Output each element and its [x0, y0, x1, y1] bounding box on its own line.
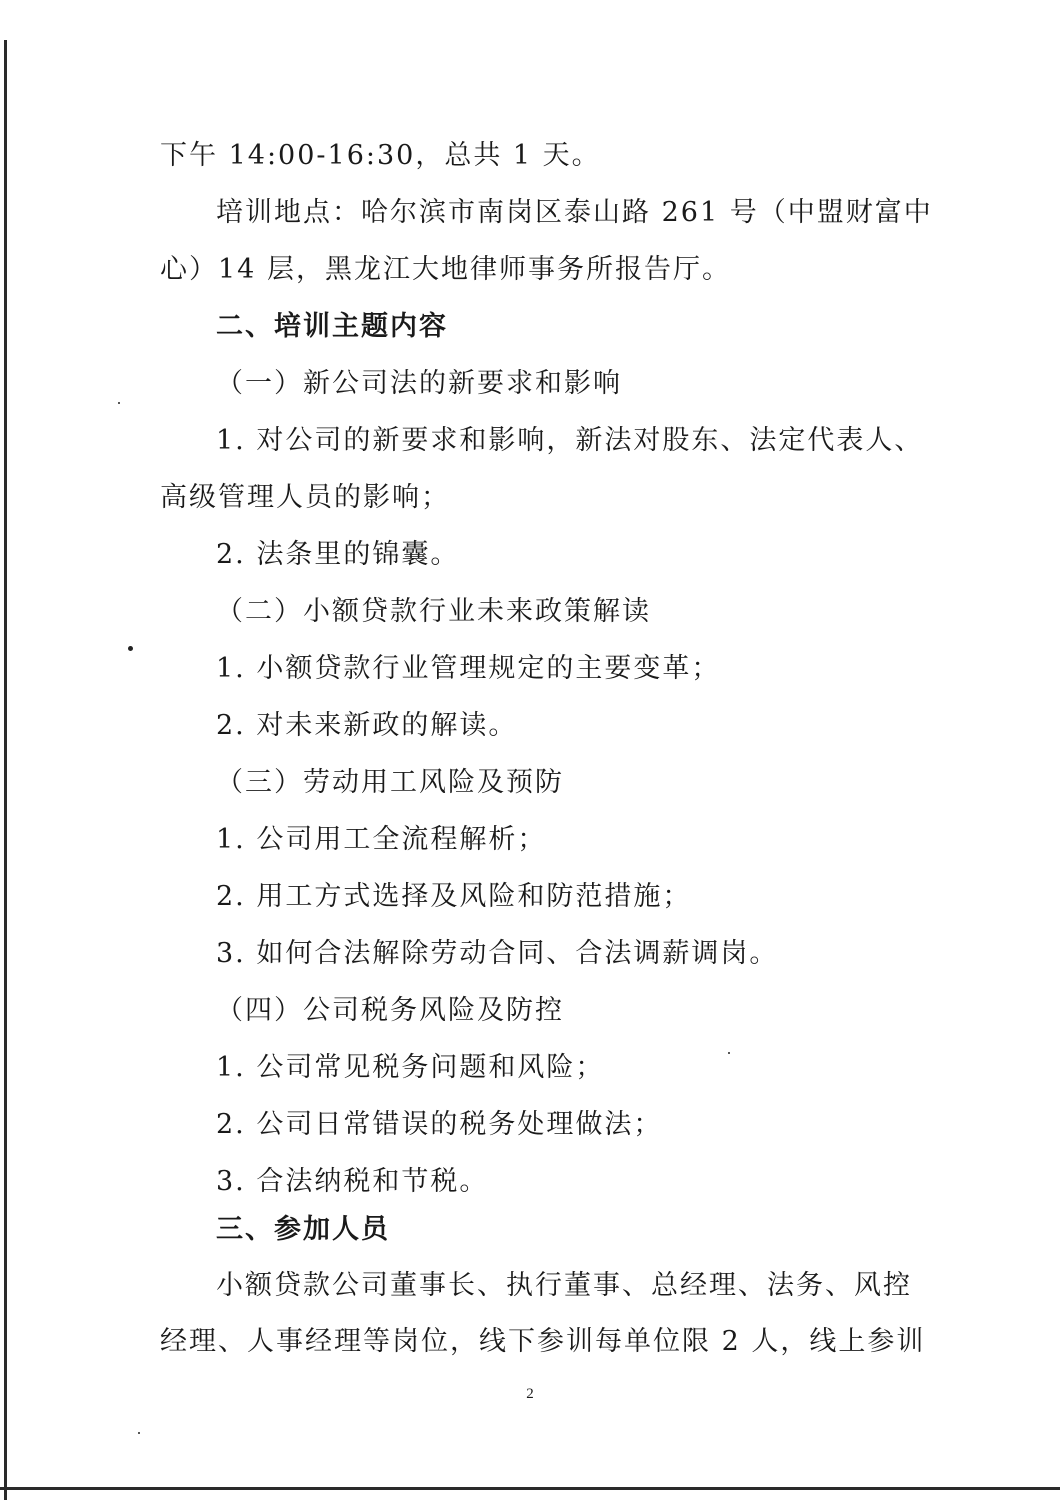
list-item: 1. 小额贷款行业管理规定的主要变革； [216, 653, 721, 684]
list-item: 1. 公司用工全流程解析； [216, 824, 547, 855]
scan-edge-line [4, 40, 7, 1500]
list-item: 2. 对未来新政的解读。 [216, 710, 518, 741]
subsection-heading: （二）小额贷款行业未来政策解读 [216, 596, 651, 627]
list-item: 2. 用工方式选择及风险和防范措施； [216, 881, 692, 912]
list-item: 3. 合法纳税和节税。 [216, 1166, 489, 1197]
text-line: 小额贷款公司董事长、执行董事、总经理、法务、风控 [216, 1270, 912, 1301]
subsection-heading: （三）劳动用工风险及预防 [216, 767, 564, 798]
scan-bottom-line [0, 1487, 1060, 1490]
text-line: 下午 14:00-16:30，总共 1 天。 [160, 140, 601, 171]
scan-speck [118, 402, 120, 404]
scan-speck [128, 646, 133, 651]
scan-speck [138, 1432, 140, 1434]
list-item: 2. 公司日常错误的税务处理做法； [216, 1109, 663, 1140]
subsection-heading: （四）公司税务风险及防控 [216, 995, 564, 1026]
section-heading: 二、培训主题内容 [216, 311, 448, 342]
scan-speck [728, 1052, 730, 1054]
section-heading: 三、参加人员 [216, 1214, 390, 1245]
text-line: 高级管理人员的影响； [160, 482, 450, 513]
list-item: 3. 如何合法解除劳动合同、合法调薪调岗。 [216, 938, 779, 969]
list-item: 2. 法条里的锦囊。 [216, 539, 460, 570]
subsection-heading: （一）新公司法的新要求和影响 [216, 368, 622, 399]
list-item: 1. 公司常见税务问题和风险； [216, 1052, 605, 1083]
text-line: 培训地点：哈尔滨市南岗区泰山路 261 号（中盟财富中 [216, 197, 933, 228]
page-number: 2 [526, 1386, 534, 1402]
text-line: 经理、人事经理等岗位，线下参训每单位限 2 人，线上参训 [160, 1326, 926, 1357]
text-line: 心）14 层，黑龙江大地律师事务所报告厅。 [160, 254, 731, 285]
list-item: 1. 对公司的新要求和影响，新法对股东、法定代表人、 [216, 425, 924, 456]
